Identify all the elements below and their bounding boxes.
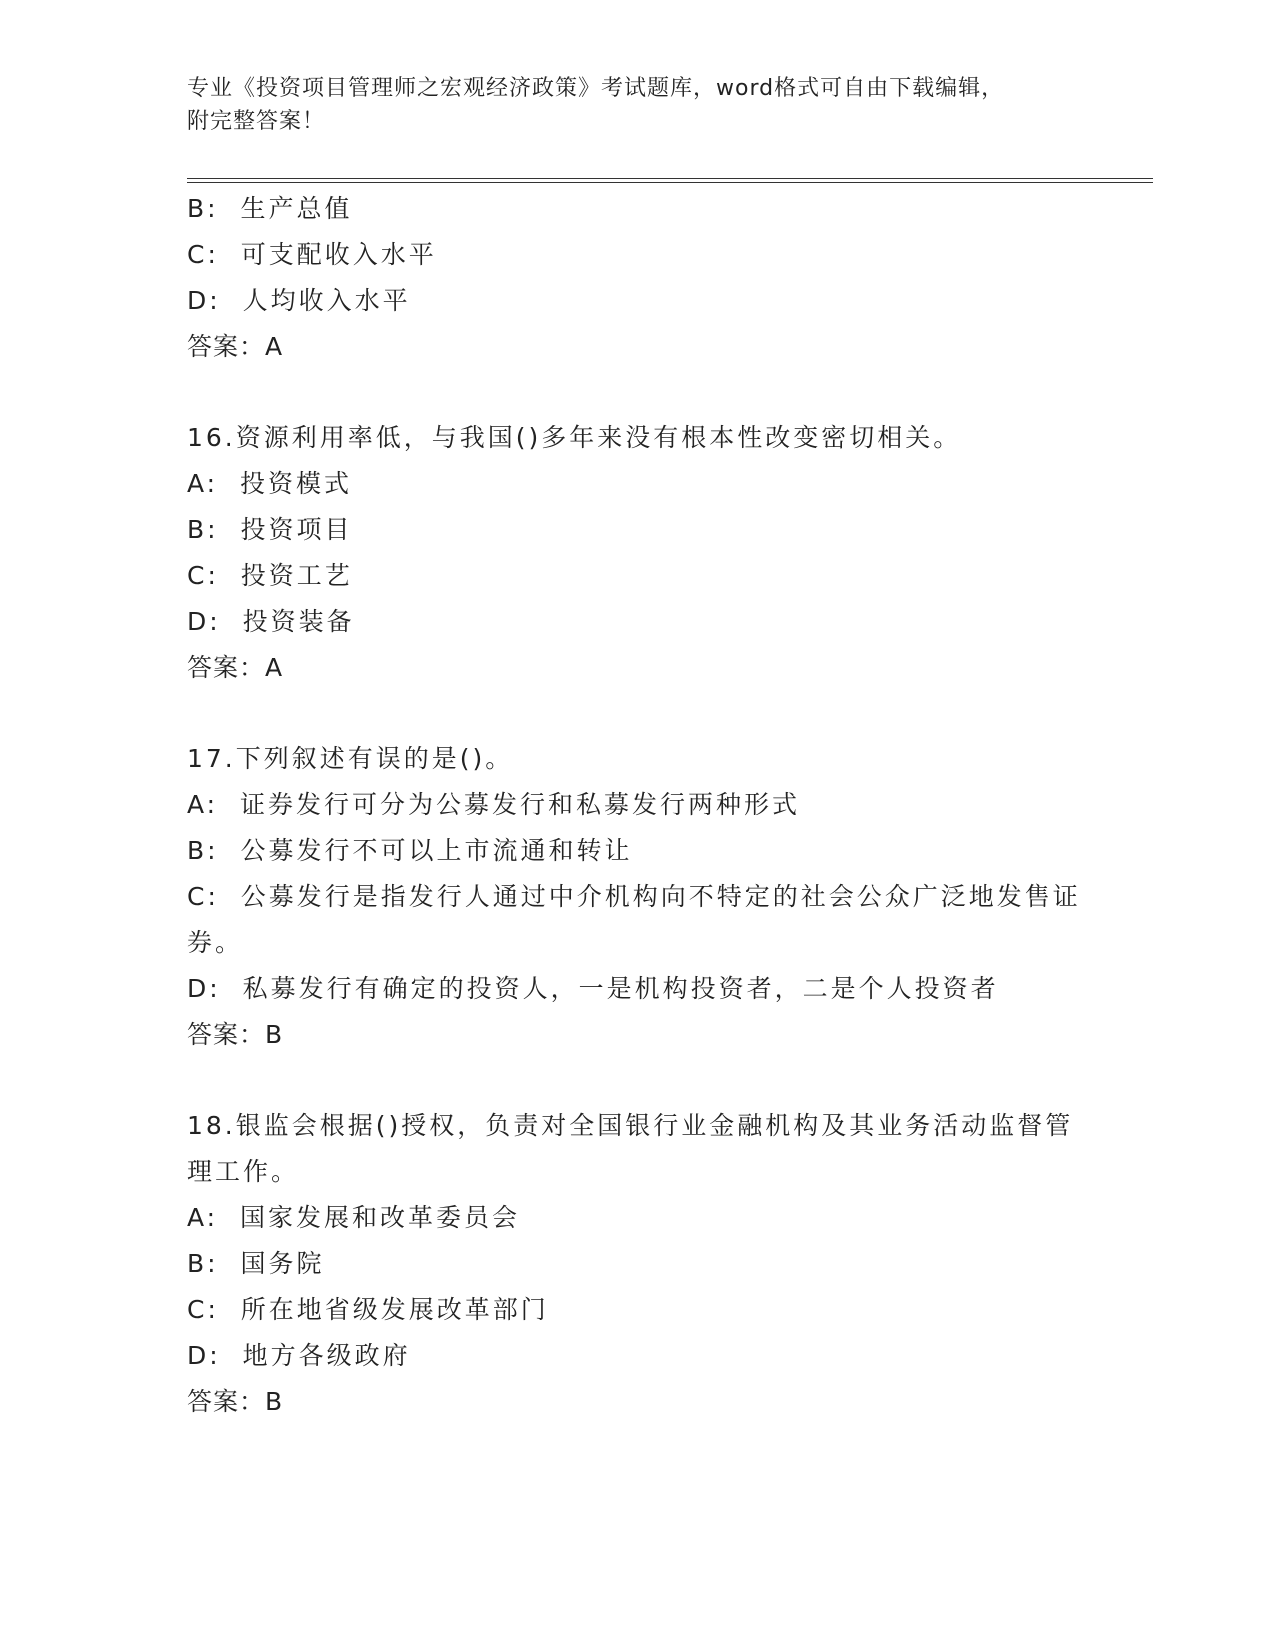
option-c: C: 公募发行是指发行人通过中介机构向不特定的社会公众广泛地发售证券。: [187, 882, 1081, 957]
answer-line: 答案：B: [187, 1387, 284, 1416]
header-line-1: 专业《投资项目管理师之宏观经济政策》考试题库，word格式可自由下载编辑，: [187, 76, 1005, 101]
answer-line: 答案：A: [187, 332, 284, 361]
option-c: C: 可支配收入水平: [187, 240, 437, 269]
header-divider: [187, 178, 1153, 183]
question-17: [187, 736, 1087, 1058]
answer-line: 答案：B: [187, 1020, 284, 1049]
document-header: [187, 72, 1087, 138]
option-d: D: 投资装备: [187, 607, 355, 636]
option-b: B: 生产总值: [187, 194, 353, 223]
question-stem: 17.下列叙述有误的是()。: [187, 744, 514, 773]
question-15-continued: [187, 186, 1087, 370]
option-d: D: 地方各级政府: [187, 1341, 411, 1370]
option-d: D: 私募发行有确定的投资人，一是机构投资者，二是个人投资者: [187, 974, 999, 1003]
question-list: [187, 186, 1087, 1425]
option-a: A: 证券发行可分为公募发行和私募发行两种形式: [187, 790, 801, 819]
answer-line: 答案：A: [187, 653, 284, 682]
option-b: B: 投资项目: [187, 515, 353, 544]
question-18: [187, 1103, 1087, 1425]
option-c: C: 所在地省级发展改革部门: [187, 1295, 549, 1324]
header-line-2: 附完整答案！: [187, 109, 326, 134]
question-stem: 18.银监会根据()授权，负责对全国银行业金融机构及其业务活动监督管理工作。: [187, 1111, 1074, 1186]
option-a: A: 投资模式: [187, 469, 353, 498]
question-stem: 16.资源利用率低，与我国()多年来没有根本性改变密切相关。: [187, 423, 962, 452]
option-b: B: 国务院: [187, 1249, 325, 1278]
option-b: B: 公募发行不可以上市流通和转让: [187, 836, 633, 865]
question-16: [187, 415, 1087, 691]
option-a: A: 国家发展和改革委员会: [187, 1203, 521, 1232]
option-c: C: 投资工艺: [187, 561, 353, 590]
option-d: D: 人均收入水平: [187, 286, 411, 315]
